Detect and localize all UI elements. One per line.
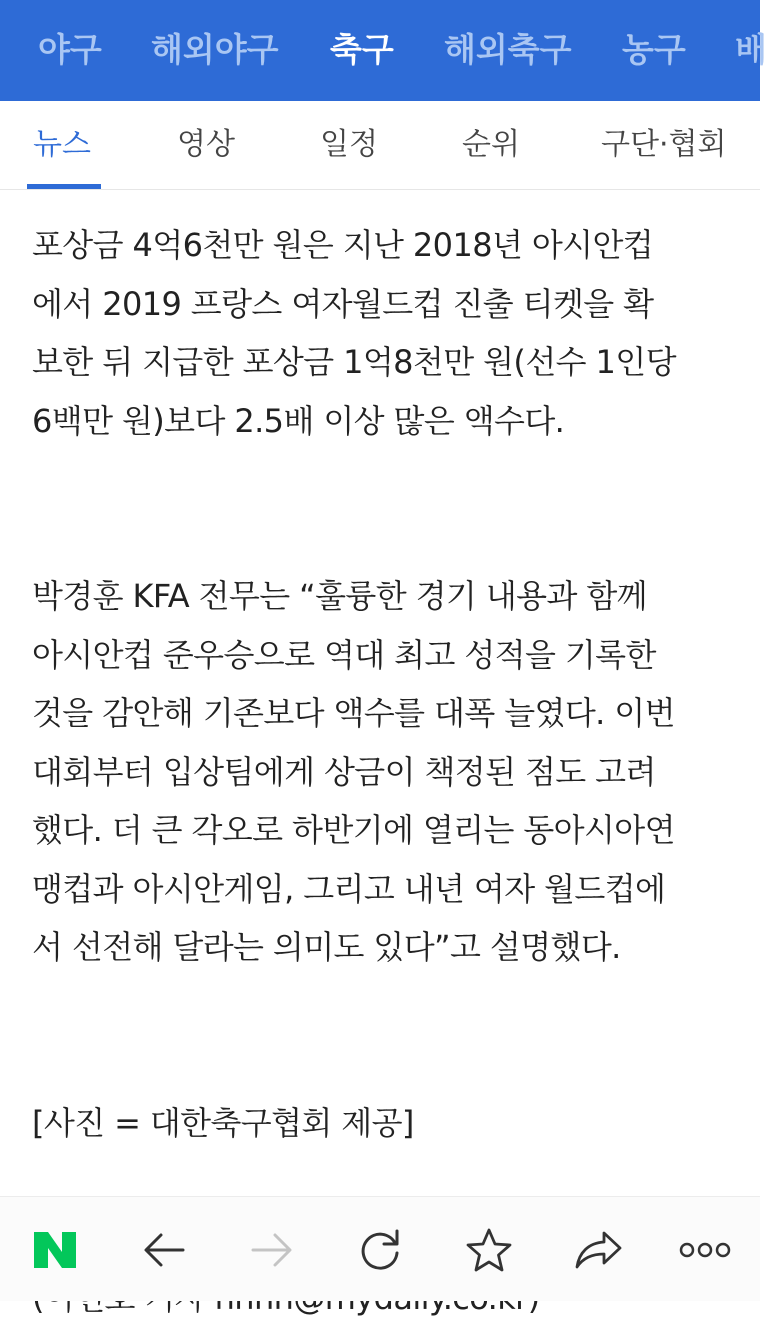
- tab-video[interactable]: 영상: [177, 127, 235, 162]
- top-nav-item-volleyball[interactable]: 배: [735, 30, 767, 69]
- article-line: 했다. 더 큰 각오로 하반기에 열리는 동아시아연: [32, 811, 675, 849]
- refresh-icon: [357, 1227, 403, 1273]
- tab-ranking[interactable]: 순위: [462, 127, 520, 162]
- top-nav-item-football[interactable]: 축구: [330, 30, 394, 69]
- article-paragraph: [32, 567, 732, 977]
- back-arrow-icon: [143, 1232, 185, 1268]
- star-icon: [465, 1227, 513, 1273]
- article-line: 포상금 4억6천만 원은 지난 2018년 아시안컵: [32, 226, 654, 264]
- article-line: 아시안컵 준우승으로 역대 최고 성적을 기록한: [32, 635, 656, 674]
- top-nav-item-overseas-baseball[interactable]: 해외야구: [151, 30, 279, 69]
- article-line: 박경훈 KFA 전무는 “훌륭한 경기 내용과 함께: [32, 577, 647, 615]
- article-line: 6백만 원)보다 2.5배 이상 많은 액수다.: [32, 401, 565, 440]
- forward-button[interactable]: [232, 1197, 312, 1302]
- share-icon: [574, 1230, 622, 1270]
- top-category-nav: [0, 0, 767, 101]
- article-line: 맹컵과 아시안게임, 그리고 내년 여자 월드컵에: [32, 869, 666, 908]
- article-body: [32, 216, 732, 1328]
- photo-credit: [사진 = 대한축구협회 제공]: [32, 1103, 414, 1142]
- article-line: 보한 뒤 지급한 포상금 1억8천만 원(선수 1인당: [32, 343, 676, 381]
- more-icon: [679, 1242, 731, 1258]
- refresh-button[interactable]: [340, 1197, 420, 1302]
- article-line: 대회부터 입상팀에게 상금이 책정된 점도 고려: [32, 752, 656, 791]
- tab-news[interactable]: 뉴스: [33, 127, 91, 162]
- article-line: 서 선전해 달라는 의미도 있다”고 설명했다.: [32, 928, 621, 966]
- sub-tab-bar: [0, 101, 760, 190]
- bottom-toolbar: [0, 1196, 760, 1301]
- back-button[interactable]: [124, 1197, 204, 1302]
- more-button[interactable]: [665, 1197, 745, 1302]
- article-paragraph: [32, 216, 732, 450]
- article-line: 것을 감안해 기존보다 액수를 대폭 늘였다. 이번: [32, 694, 675, 732]
- bookmark-button[interactable]: [449, 1197, 529, 1302]
- top-nav-item-overseas-football[interactable]: 해외축구: [444, 30, 572, 69]
- share-button[interactable]: [558, 1197, 638, 1302]
- article-line: 에서 2019 프랑스 여자월드컵 진출 티켓을 확: [32, 284, 654, 323]
- active-tab-indicator: [27, 184, 101, 189]
- tab-schedule[interactable]: 일정: [320, 127, 378, 162]
- naver-home-button[interactable]: [15, 1197, 95, 1302]
- naver-n-logo-icon: [34, 1232, 76, 1268]
- top-nav-item-baseball[interactable]: 야구: [38, 30, 102, 69]
- tab-clubs-associations[interactable]: 구단·협회: [601, 127, 727, 162]
- top-nav-item-basketball[interactable]: 농구: [622, 30, 686, 69]
- forward-arrow-icon: [251, 1232, 293, 1268]
